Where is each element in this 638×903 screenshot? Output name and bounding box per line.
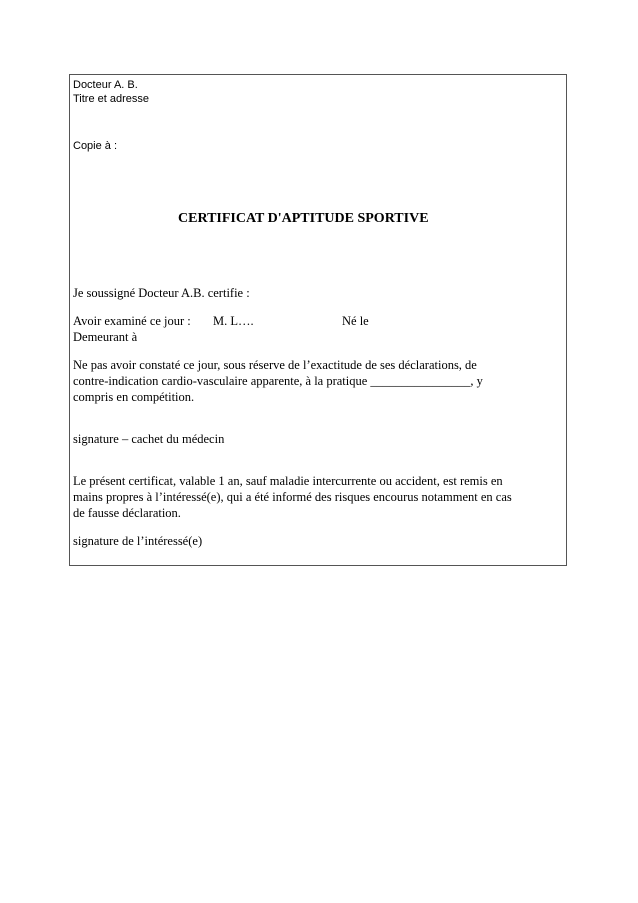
- certificate-frame: [69, 74, 567, 566]
- residing-label: Demeurant à: [73, 330, 138, 344]
- born-label: Né le: [342, 314, 369, 328]
- doctor-address: Titre et adresse: [73, 93, 150, 105]
- examined-label: Avoir examiné ce jour :: [73, 314, 191, 328]
- paragraph-1-line-3: compris en compétition.: [73, 390, 195, 404]
- paragraph-1-line-2: contre-indication cardio-vasculaire apparente, à la pratique ________________, y: [73, 374, 483, 388]
- certify-statement: Je soussigné Docteur A.B. certifie :: [73, 286, 250, 300]
- certificate-title: CERTIFICAT D'APTITUDE SPORTIVE: [178, 211, 429, 226]
- patient-signature-label: signature de l’intéressé(e): [73, 534, 203, 548]
- paragraph-2-line-2: mains propres à l’intéressé(e), qui a été informé des risques encourus notamment en cas: [73, 490, 512, 504]
- doctor-signature-label: signature – cachet du médecin: [73, 432, 225, 446]
- paragraph-2-line-1: Le présent certificat, valable 1 an, sauf maladie intercurrente ou accident, est remis en: [73, 474, 503, 488]
- doctor-name: Docteur A. B.: [73, 79, 138, 91]
- paragraph-1-line-1: Ne pas avoir constaté ce jour, sous réserve de l’exactitude de ses déclarations, de: [73, 358, 477, 372]
- patient-name: M. L….: [213, 314, 254, 328]
- paragraph-2-line-3: de fausse déclaration.: [73, 506, 181, 520]
- copy-to-label: Copie à :: [73, 140, 118, 152]
